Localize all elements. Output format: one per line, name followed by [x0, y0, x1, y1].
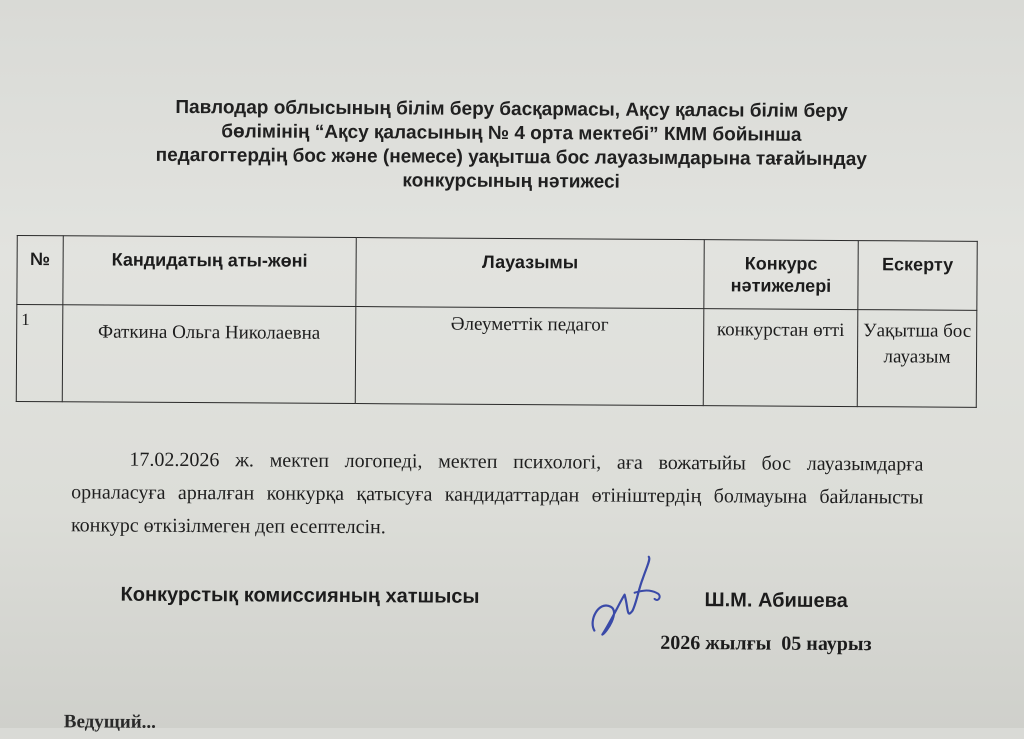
signature-date: 2026 жылғы 05 наурыз	[660, 631, 872, 656]
table-row	[16, 304, 977, 407]
header-candidate-name: Кандидатың аты-жөні	[63, 236, 356, 307]
header-position: Лауазымы	[356, 238, 704, 309]
signatory-name: Ш.М. Абишева	[704, 589, 848, 613]
title-line-2: бөлімінің “Ақсу қаласының № 4 орта мектебі” КММ бойынша	[221, 121, 802, 146]
results-table	[16, 235, 978, 408]
footer-partial-text: Ведущий...	[63, 711, 157, 733]
position-value: Әлеуметтік педагог	[355, 307, 704, 406]
header-note: Ескерту	[858, 241, 977, 311]
result-value: конкурстан өтті	[703, 309, 858, 407]
decision-paragraph: 17.02.2026 ж. мектеп логопеді, мектеп психологі, аға вожатыйы бос лауазымдарға орналасуға арналған конкурқа қатысуға кандидаттардан өтініштердің болмауына байланысты конкурс өткізілмеген деп есептелсін.	[70, 448, 924, 539]
note-value: Уақытша бос лауазым	[857, 310, 977, 408]
table-header-row	[17, 235, 977, 310]
title-line-1: Павлодар облысының білім беру басқармасы, Ақсу қаласы білім беру	[175, 96, 848, 123]
title-line-3: педагогтердің бос және (немесе) уақытша бос лауазымдарына тағайындау	[155, 144, 867, 171]
header-number: №	[17, 235, 63, 304]
title-line-4: конкурсының нәтижесі	[402, 170, 620, 193]
document-title	[61, 95, 962, 196]
header-results: Конкурс нәтижелері	[704, 240, 858, 310]
signature-label: Конкурстық комиссияның хатшысы	[120, 583, 480, 608]
row-number: 1	[16, 304, 63, 401]
candidate-name: Фаткина Ольга Николаевна	[62, 305, 356, 404]
signature-stroke	[593, 556, 650, 634]
